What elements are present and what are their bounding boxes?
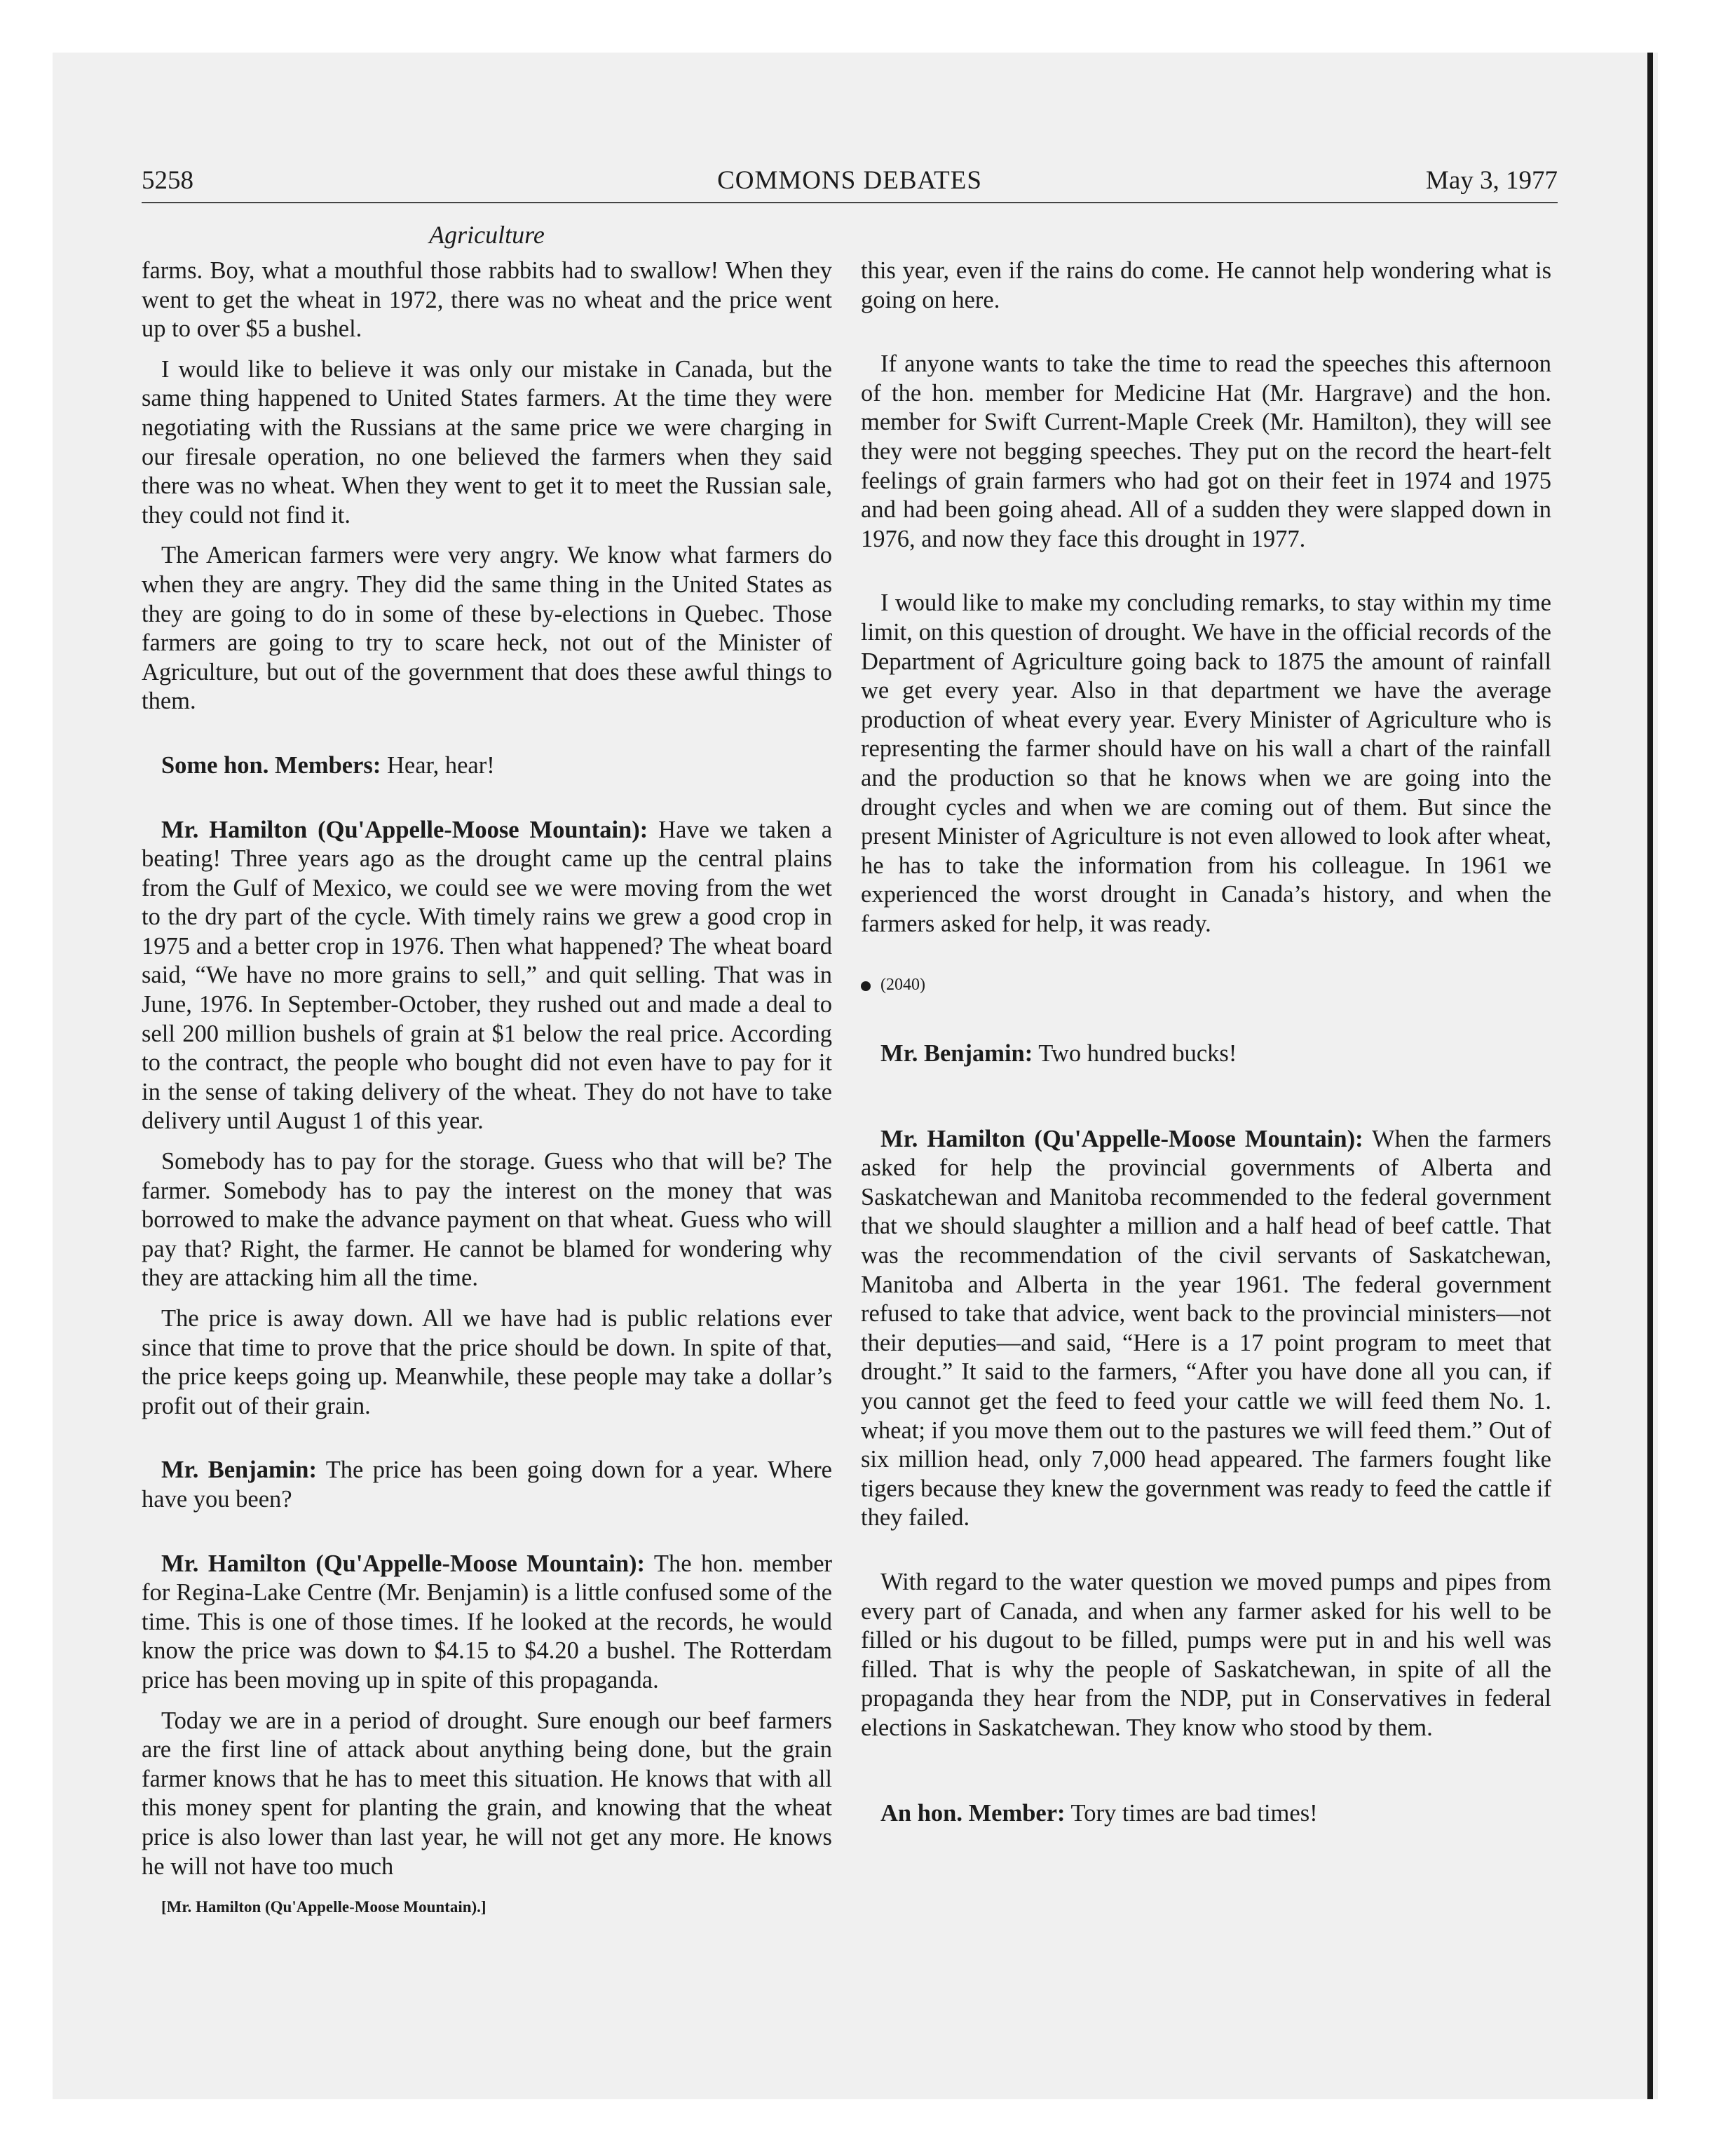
speaker-name: An hon. Member: — [880, 1799, 1066, 1827]
speech — [861, 1039, 1551, 1069]
speech — [142, 751, 832, 781]
speaker-name: Mr. Hamilton (Qu'Appelle-Moose Mountain): — [880, 1125, 1363, 1152]
speech — [142, 1550, 832, 1696]
paragraph: farms. Boy, what a mouthful those rabbits had to swallow! When they went to get the wheat in 1972, there was no wheat and the price went up to over $5 a bushel. — [142, 257, 832, 343]
speech — [861, 1799, 1551, 1829]
speaker-name: Mr. Hamilton (Qu'Appelle-Moose Mountain): — [161, 1550, 645, 1577]
speech-text: Two hundred bucks! — [1038, 1040, 1237, 1067]
paragraph: Today we are in a period of drought. Sure enough our beef farmers are the first line of attack about anything being done, but the grain farmer knows that he has to meet this situation. He knows that with all this money spent for planting the grain, and knowing that the wheat price is also lower than last year, he will not get any more. He knows he will not have too much — [142, 1707, 832, 1880]
paragraph: this year, even if the rains do come. He cannot help wondering what is going on here. — [861, 257, 1551, 313]
publication-title: COMMONS DEBATES — [717, 166, 982, 195]
speech — [861, 1125, 1551, 1533]
paragraph: I would like to make my concluding remarks, to stay within my time limit, on this question of drought. We have in the official records of the Department of Agriculture going back to 1875 the amount of rainfall we get every year. Also in that department we have the average production of wheat every year. Every Minister of Agriculture who is representing the farmer should have on his wall a chart of the rainfall and the production so that he knows when we are going into the drought cycles and when we are coming out of them. But since the present Minister of Agriculture is not even allowed to look after wheat, he has to take the information from his colleague. In 1961 we experienced the worst drought in Canada’s history, and when the farmers asked for help, it was ready. — [861, 589, 1551, 937]
page-header — [142, 165, 1558, 205]
speech-text: Have we taken a beating! Three years ago as the drought came up the central plains from the Gulf of Mexico, we could see we were moving from the wet to the dry part of the cycle. With timely rains we grew a good crop in 1975 and a better crop in 1976. Then what happened? The wheat board said, “We have no more grains to sell,” and quit selling. That was in June, 1976. In September-October, they rushed out and made a deal to sell 200 million bushels of grain at $1 below the real price. According to the contract, the people who bought did not even have to pay for it in the sense of taking delivery of the wheat. They do not have to take delivery until August 1 of this year. — [142, 816, 833, 1135]
paragraph: Somebody has to pay for the storage. Guess who that will be? The farmer. Somebody has to pay the interest on the money that was borrowed to make the advance payment on that wheat. Guess who will pay that? Right, the farmer. He cannot be blamed for wondering why they are attacking him all the time. — [142, 1148, 832, 1292]
paragraph: The American farmers were very angry. We know what farmers do when they are angry. They did the same thing in the United States as they are going to do in some of these by-elections in Quebec. Those farmers are going to try to scare heck, not out of the Minister of Agriculture, but out of the government that does these awful things to them. — [142, 542, 832, 715]
time-marker — [861, 971, 1551, 1000]
page-number: 5258 — [142, 166, 193, 195]
left-column — [142, 257, 832, 1881]
scan-edge-line — [1647, 53, 1653, 2099]
speech-text: The hon. member for Regina-Lake Centre (Mr. Benjamin) is a little confused some of the time. This is one of those times. If he looked at the records, he would know the price was down to $4.15 to $4.20 a bushel. The Rotterdam price has been moving up in spite of this propaganda. — [142, 1550, 832, 1693]
right-column — [861, 257, 1551, 1828]
paragraph: With regard to the water question we moved pumps and pipes from every part of Canada, and when any farmer asked for his well to be filled or his dugout to be filled, pumps were put in and his well was filled. That is why the people of Saskatchewan, in spite of all the propaganda they hear from the NDP, put in Conservatives in federal elections in Saskatchewan. They know who stood by them. — [861, 1568, 1551, 1741]
paragraph: The price is away down. All we have had is public relations ever since that time to prove that the price should be down. In spite of that, the price keeps going up. Meanwhile, these people may take a dollar’s profit out of their grain. — [142, 1305, 832, 1419]
speaker-name: Mr. Benjamin: — [880, 1040, 1033, 1067]
speech-text: Hear, hear! — [386, 751, 495, 779]
bullet-icon — [861, 981, 871, 991]
header-rule — [142, 202, 1558, 203]
speech — [142, 816, 832, 1137]
paragraph: If anyone wants to take the time to read the speeches this afternoon of the hon. member for Medicine Hat (Mr. Hargrave) and the hon. member for Swift Current-Maple Creek (Mr. Hamilton), they will see they were not begging speeches. They put on the record the heart-felt feelings of grain farmers who had got on their feet in 1974 and 1975 and had been going ahead. All of a sudden they were slapped down in 1976, and now they face this drought in 1977. — [861, 350, 1551, 552]
paragraph: I would like to believe it was only our mistake in Canada, but the same thing happened to United States farmers. At the time they were negotiating with the Russians at the same price we were charging in our firesale operation, no one believed the farmers when they said there was no wheat. When they went to get it to meet the Russian sale, they could not find it. — [142, 355, 832, 528]
speaker-name: Some hon. Members: — [161, 751, 381, 779]
speaker-name: Mr. Hamilton (Qu'Appelle-Moose Mountain): — [161, 816, 648, 843]
speaker-footnote: [Mr. Hamilton (Qu'Appelle-Moose Mountain).] — [161, 1898, 487, 1916]
time-marker-text: (2040) — [880, 976, 925, 995]
speech-text: Tory times are bad times! — [1070, 1799, 1318, 1827]
section-heading: Agriculture — [429, 221, 545, 249]
speaker-name: Mr. Benjamin: — [161, 1456, 317, 1484]
speech — [142, 1456, 832, 1514]
publication-date: May 3, 1977 — [1425, 166, 1558, 195]
speech-text: The price has been going down for a year. Where have you been? — [142, 1456, 832, 1513]
speech-text: When the farmers asked for help the provincial governments of Alberta and Saskatchewan and Manitoba recommended to the federal government that we should slaughter a million and a half head of beef cattle. That was the recommendation of the civil servants of Saskatchewan, Manitoba and Alberta in the year 1961. The federal government refused to take that advice, went back to the provincial ministers—not their deputies—and said, “Here is a 17 point program to meet that drought.” It said to the farmers, “After you have done all you can, if you cannot get the feed to feed your cattle we will feed them No. 1. wheat; if you move them out to the pastures we will feed them.” Out of six million head, only 7,000 head appeared. The farmers fought like tigers because they knew the government was ready to feed the cattle if they failed. — [861, 1125, 1551, 1531]
